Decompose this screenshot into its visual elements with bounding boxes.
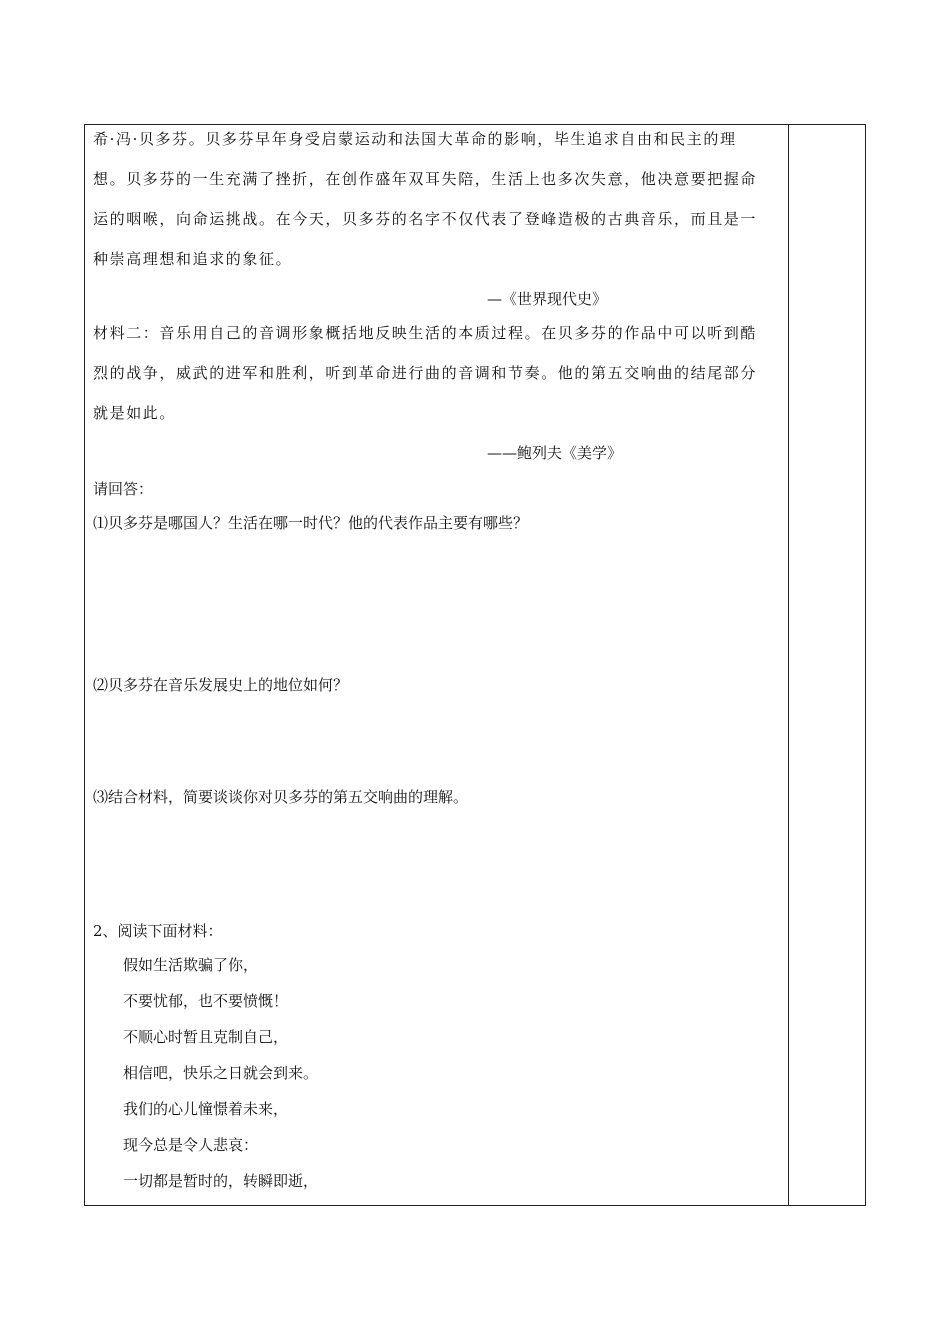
poem-line-6: 现今总是令人悲哀： [123,1136,259,1154]
material1-line-4: 种崇高理想和追求的象征。 [93,250,293,268]
section2-heading: 2、阅读下面材料： [93,922,223,940]
poem-line-2: 不要忧郁，也不要愤慨！ [123,992,289,1010]
material1-line-2: 想。贝多芬的一生充满了挫折，在创作盛年双耳失陪，生活上也多次失意，他决意要把握命 [93,170,758,188]
poem-line-1: 假如生活欺骗了你， [123,956,259,974]
poem-line-7: 一切都是暂时的，转瞬即逝， [123,1172,319,1190]
question-1: ⑴贝多芬是哪国人？生活在哪一时代？他的代表作品主要有哪些？ [93,514,529,532]
material1-line-3: 运的咽喉，向命运挑战。在今天，贝多芬的名字不仅代表了登峰造极的古典音乐，而且是一 [93,210,758,228]
worksheet-table [84,124,866,1206]
answer-prompt: 请回答： [93,480,154,498]
question-3: ⑶结合材料，简要谈谈你对贝多芬的第五交响曲的理解。 [93,788,469,806]
question-2: ⑵贝多芬在音乐发展史上的地位如何？ [93,676,349,694]
material2-source: ——鲍列夫《美学》 [487,444,623,462]
material1-line-1: 希·冯·贝多芬。贝多芬早年身受启蒙运动和法国大革命的影响，毕生追求自由和民主的理 [93,130,737,148]
poem-line-4: 相信吧，快乐之日就会到来。 [123,1064,319,1082]
material2-line-2: 烈的战争，威武的进军和胜利，听到革命进行曲的音调和节奏。他的第五交响曲的结尾部分 [93,364,758,382]
poem-line-3: 不顺心时暂且克制自己， [123,1028,289,1046]
poem-line-5: 我们的心儿憧憬着未来， [123,1100,289,1118]
material2-line-1: 材料二：音乐用自己的音调形象概括地反映生活的本质过程。在贝多芬的作品中可以听到酷 [93,324,758,342]
material1-source: —《世界现代史》 [487,290,608,308]
material2-line-3: 就是如此。 [93,404,177,422]
